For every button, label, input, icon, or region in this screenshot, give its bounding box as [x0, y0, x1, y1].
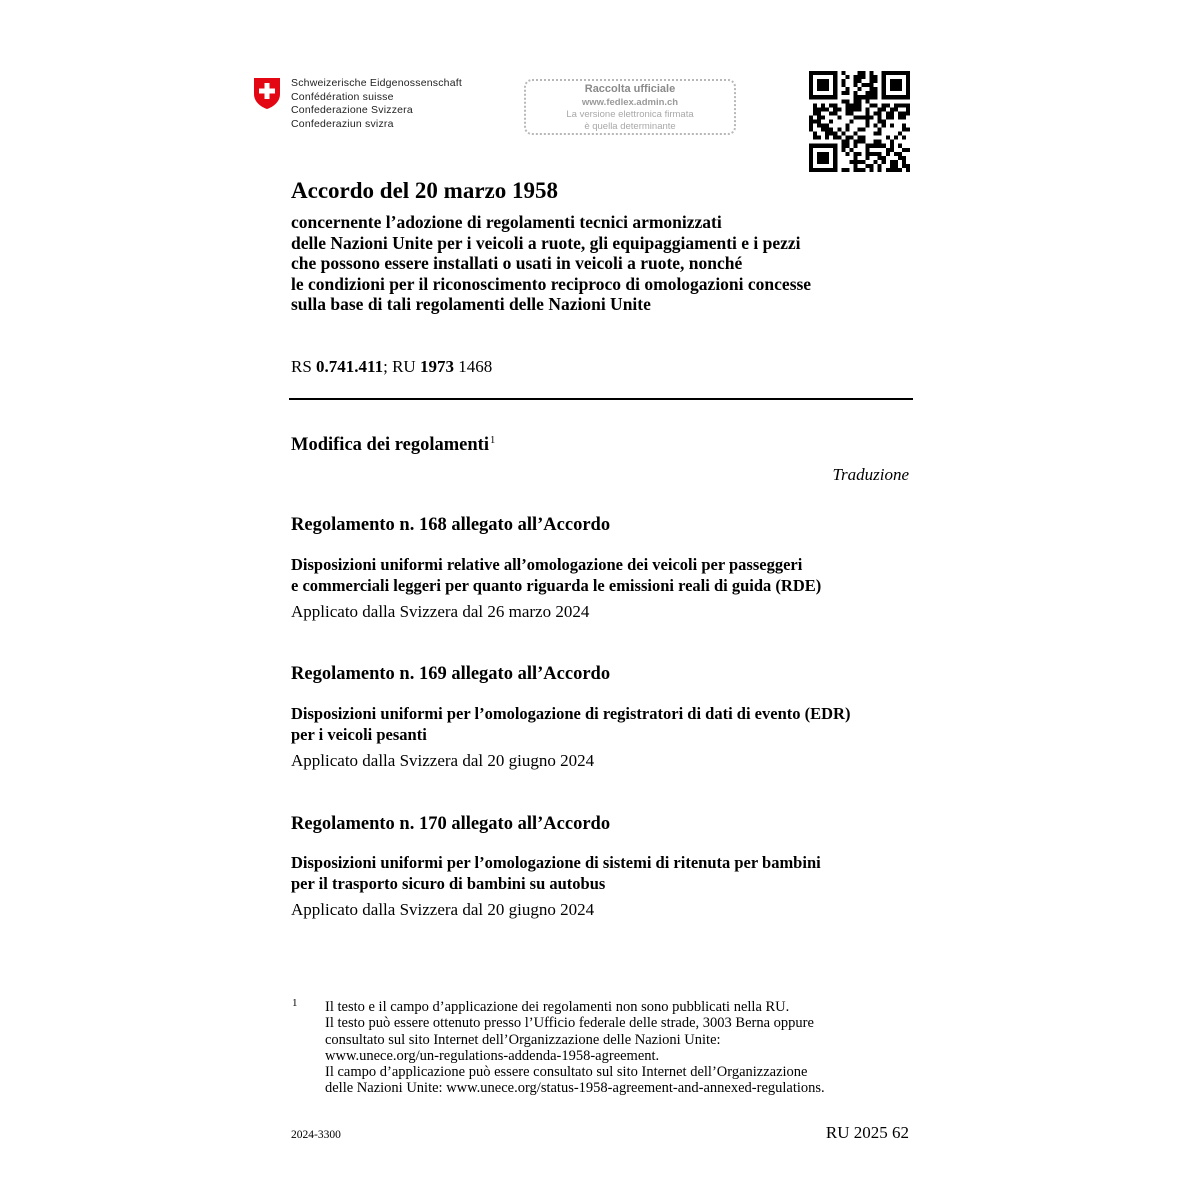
- ru-page: 1468: [453, 357, 493, 376]
- regulation-170-applied: Applicato dalla Svizzera dal 20 giugno 2024: [291, 900, 595, 919]
- subtitle-line: delle Nazioni Unite per i veicoli a ruote, gli equipaggiamenti e i pezzi: [291, 232, 801, 253]
- description-line: per i veicoli pesanti: [291, 724, 427, 744]
- subtitle-line: sulla base di tali regolamenti delle Nazioni Unite: [291, 294, 651, 315]
- reference-line: [291, 357, 492, 377]
- footnote-text: [325, 999, 825, 1097]
- subtitle-line: le condizioni per il riconoscimento reciproco di omologazioni concesse: [291, 273, 812, 294]
- regulation-170-description: [291, 853, 821, 894]
- footnote-link[interactable]: www.unece.org/un-regulations-addenda-1958-agreement.: [325, 1047, 660, 1064]
- confederation-line-rm: Confederaziun svizra: [291, 117, 394, 130]
- translation-label: Traduzione: [832, 465, 909, 484]
- footnote-number: 1: [292, 997, 298, 1009]
- footnote-line[interactable]: delle Nazioni Unite: www.unece.org/status-1958-agreement-and-annexed-regulations.: [325, 1080, 825, 1097]
- swiss-coat-of-arms-icon: [253, 77, 281, 110]
- regulation-169-applied: Applicato dalla Svizzera dal 20 giugno 2024: [291, 751, 595, 770]
- confederation-line-it: Confederazione Svizzera: [291, 104, 413, 117]
- description-line: Disposizioni uniformi relative all’omologazione dei veicoli per passeggeri: [291, 555, 803, 574]
- subtitle-line: che possono essere installati o usati in veicoli a ruote, nonché: [291, 253, 743, 274]
- section-title-text: Modifica dei regolamenti: [291, 435, 489, 456]
- confederation-line-fr: Confédération suisse: [291, 90, 394, 103]
- description-line: e commerciali leggeri per quanto riguarda le emissioni reali di guida (RDE): [291, 575, 822, 595]
- footnote-line: Il campo d’applicazione può essere consultato sul sito Internet dell’Organizzazione: [325, 1064, 808, 1081]
- subtitle-line: concernente l’adozione di regolamenti tecnici armonizzati: [291, 212, 722, 232]
- footnote-reference[interactable]: 1: [489, 435, 496, 446]
- regulation-168-description: [291, 555, 821, 596]
- footnote-line: consultato sul sito Internet dell’Organizzazione delle Nazioni Unite:: [325, 1031, 721, 1048]
- confederation-names: [291, 77, 462, 131]
- regulation-169-heading: Regolamento n. 169 allegato all’Accordo: [291, 664, 611, 684]
- regulation-170-heading: Regolamento n. 170 allegato all’Accordo: [291, 814, 611, 834]
- rs-number: 0.741.411: [316, 357, 384, 376]
- description-line: per il trasporto sicuro di bambini su autobus: [291, 873, 606, 893]
- stamp-title: Raccolta ufficiale: [584, 83, 676, 95]
- stamp-note-2: è quella determinante: [584, 121, 676, 132]
- footnote-line: Il testo può essere ottenuto presso l’Ufficio federale delle strade, 3003 Berna oppure: [325, 1015, 814, 1032]
- official-collection-stamp: [524, 79, 736, 135]
- regulation-168-heading: Regolamento n. 168 allegato all’Accordo: [291, 515, 611, 535]
- document-number: 2024-3300: [291, 1129, 341, 1141]
- regulation-168-applied: Applicato dalla Svizzera dal 26 marzo 2024: [291, 602, 590, 621]
- horizontal-rule: [289, 398, 913, 400]
- section-title: [291, 435, 495, 456]
- stamp-url: www.fedlex.admin.ch: [581, 97, 679, 108]
- ru-prefix: ; RU: [383, 357, 420, 376]
- description-line: Disposizioni uniformi per l’omologazione di sistemi di ritenuta per bambini: [291, 853, 821, 872]
- confederation-line-de: Schweizerische Eidgenossenschaft: [291, 77, 462, 89]
- ru-year: 1973: [419, 357, 454, 376]
- description-line: Disposizioni uniformi per l’omologazione di registratori di dati di evento (EDR): [291, 704, 851, 723]
- footnote-line: Il testo e il campo d’applicazione dei regolamenti non sono pubblicati nella RU.: [325, 999, 790, 1015]
- document-subtitle: [291, 212, 811, 315]
- rs-prefix: RS: [291, 357, 317, 376]
- document-title: Accordo del 20 marzo 1958: [291, 178, 558, 203]
- qr-code-icon: [809, 71, 910, 172]
- stamp-note-1: La versione elettronica firmata: [566, 109, 694, 120]
- page-reference: RU 2025 62: [825, 1123, 909, 1142]
- regulation-169-description: [291, 704, 850, 745]
